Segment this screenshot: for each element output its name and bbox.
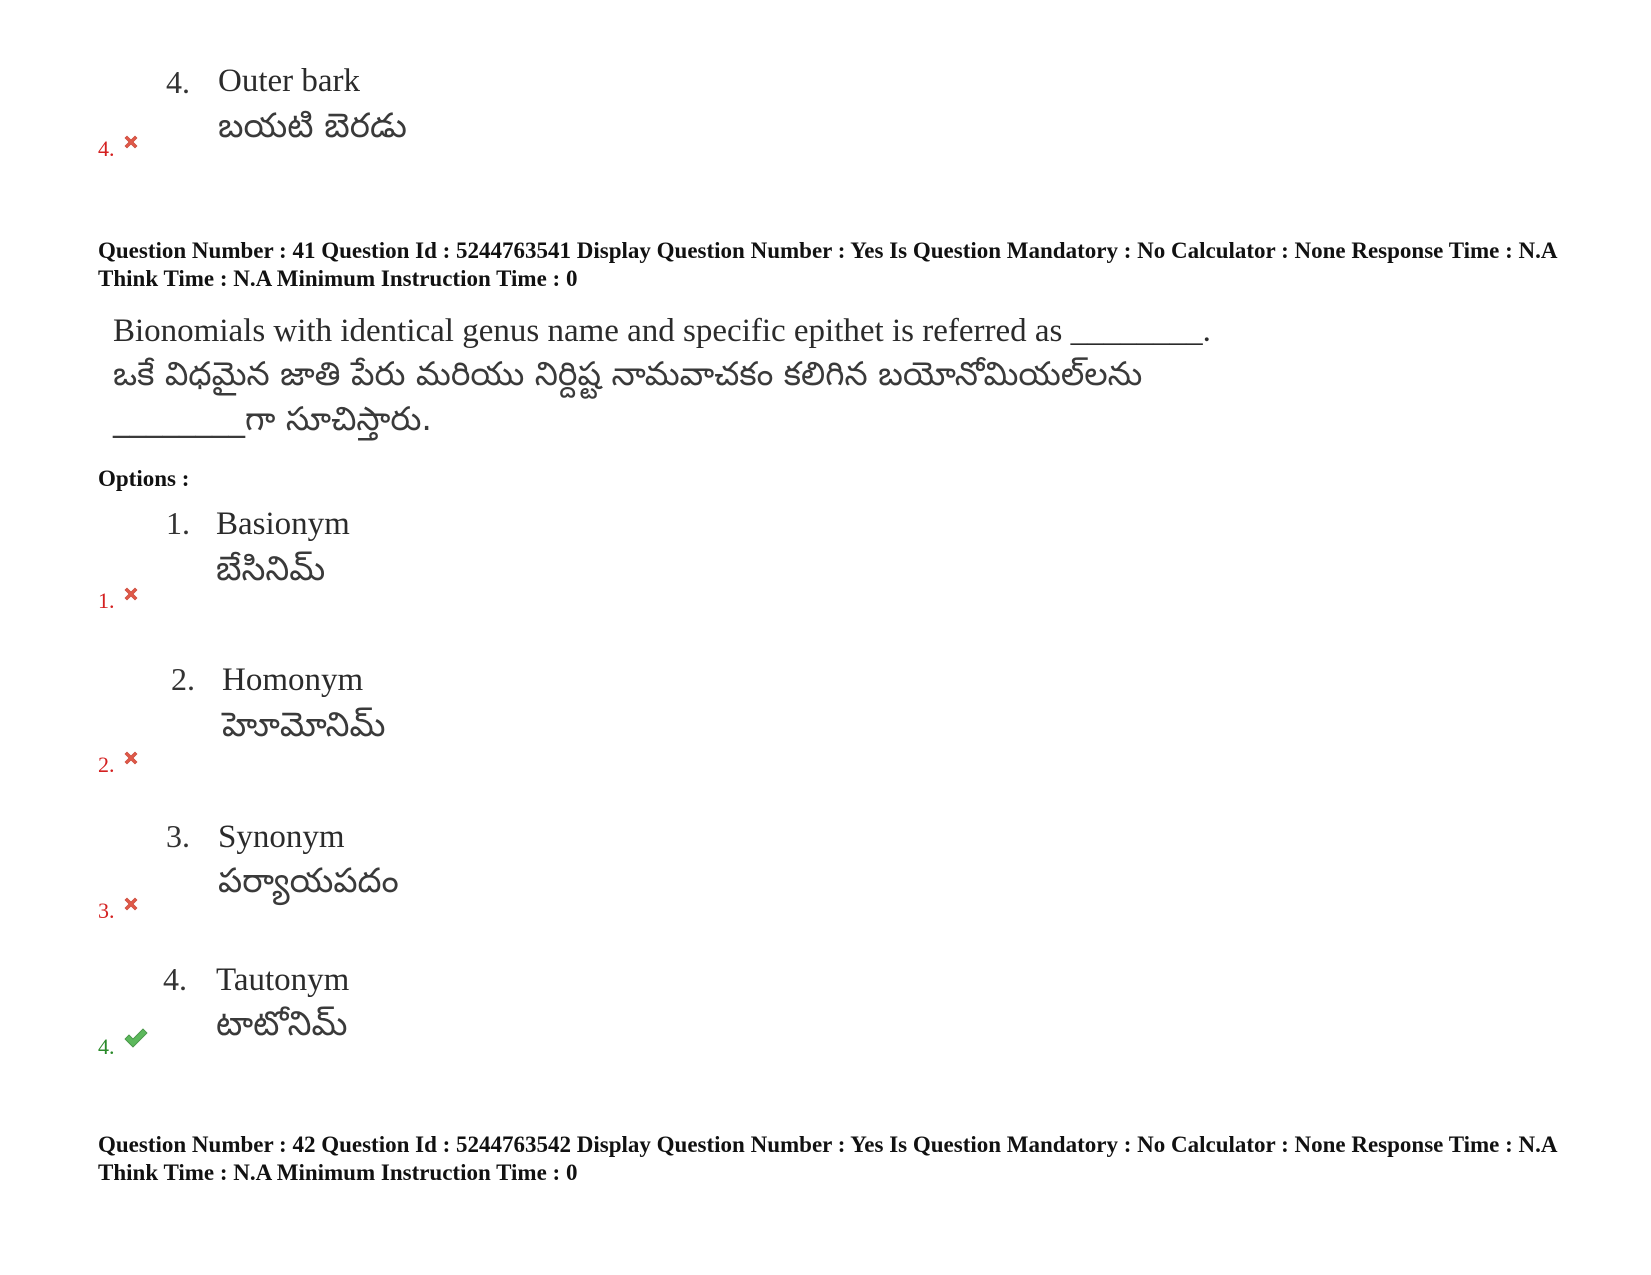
option-number: 2. [171,661,195,697]
option-number: 3. [166,818,190,854]
cross-icon [123,132,139,154]
option-telugu-text: టాటోనిమ్ [216,1004,348,1044]
check-icon [123,1028,149,1052]
option-marker [98,748,139,776]
option-english-text: Outer bark [218,63,361,99]
option-telugu-text: బయటి బెరడు [218,106,407,146]
option-telugu-text: బేసినిమ్ [216,549,326,589]
options-label: Options : [98,466,190,491]
question-telugu-line-2: ________గా సూచిస్తారు. [113,399,432,438]
question-english-text: Bionomials with identical genus name and specific epithet is referred as ________. [113,313,1211,349]
option-telugu-text: పర్యాయపదం [218,861,399,901]
option-marker [98,584,139,612]
option-english-text: Synonym [218,819,345,855]
question-41-meta: Question Number : 41 Question Id : 5244763541 Display Question Number : Yes Is Question Mandatory : No Calculator : None Response Time : N.A Think Time : N.A Minimum Instruction Time : 0 [98,238,1557,291]
option-number: 4. [163,961,187,997]
marker-number: 4. [98,1034,115,1059]
question-telugu-line-1: ఒకే విధమైన జాతి పేరు మరియు నిర్దిష్ట నామవాచకం కలిగిన బయోనోమియల్‌లను [113,354,1143,393]
cross-icon [123,748,139,770]
option-number: 4. [166,64,190,100]
marker-number: 1. [98,588,115,613]
marker-number: 2. [98,752,115,777]
option-number: 1. [166,505,190,541]
option-marker [98,1028,149,1058]
option-english-text: Tautonym [216,962,350,998]
option-english-text: Homonym [222,662,364,698]
marker-number: 3. [98,898,115,923]
option-telugu-text: హెూమోనిమ్ [222,705,386,745]
question-42-meta: Question Number : 42 Question Id : 5244763542 Display Question Number : Yes Is Question Mandatory : No Calculator : None Response Time : N.A Think Time : N.A Minimum Instruction Time : 0 [98,1132,1557,1185]
option-marker [98,894,139,922]
cross-icon [123,894,139,916]
option-marker [98,132,139,160]
option-english-text: Basionym [216,506,350,542]
marker-number: 4. [98,136,115,161]
cross-icon [123,584,139,606]
